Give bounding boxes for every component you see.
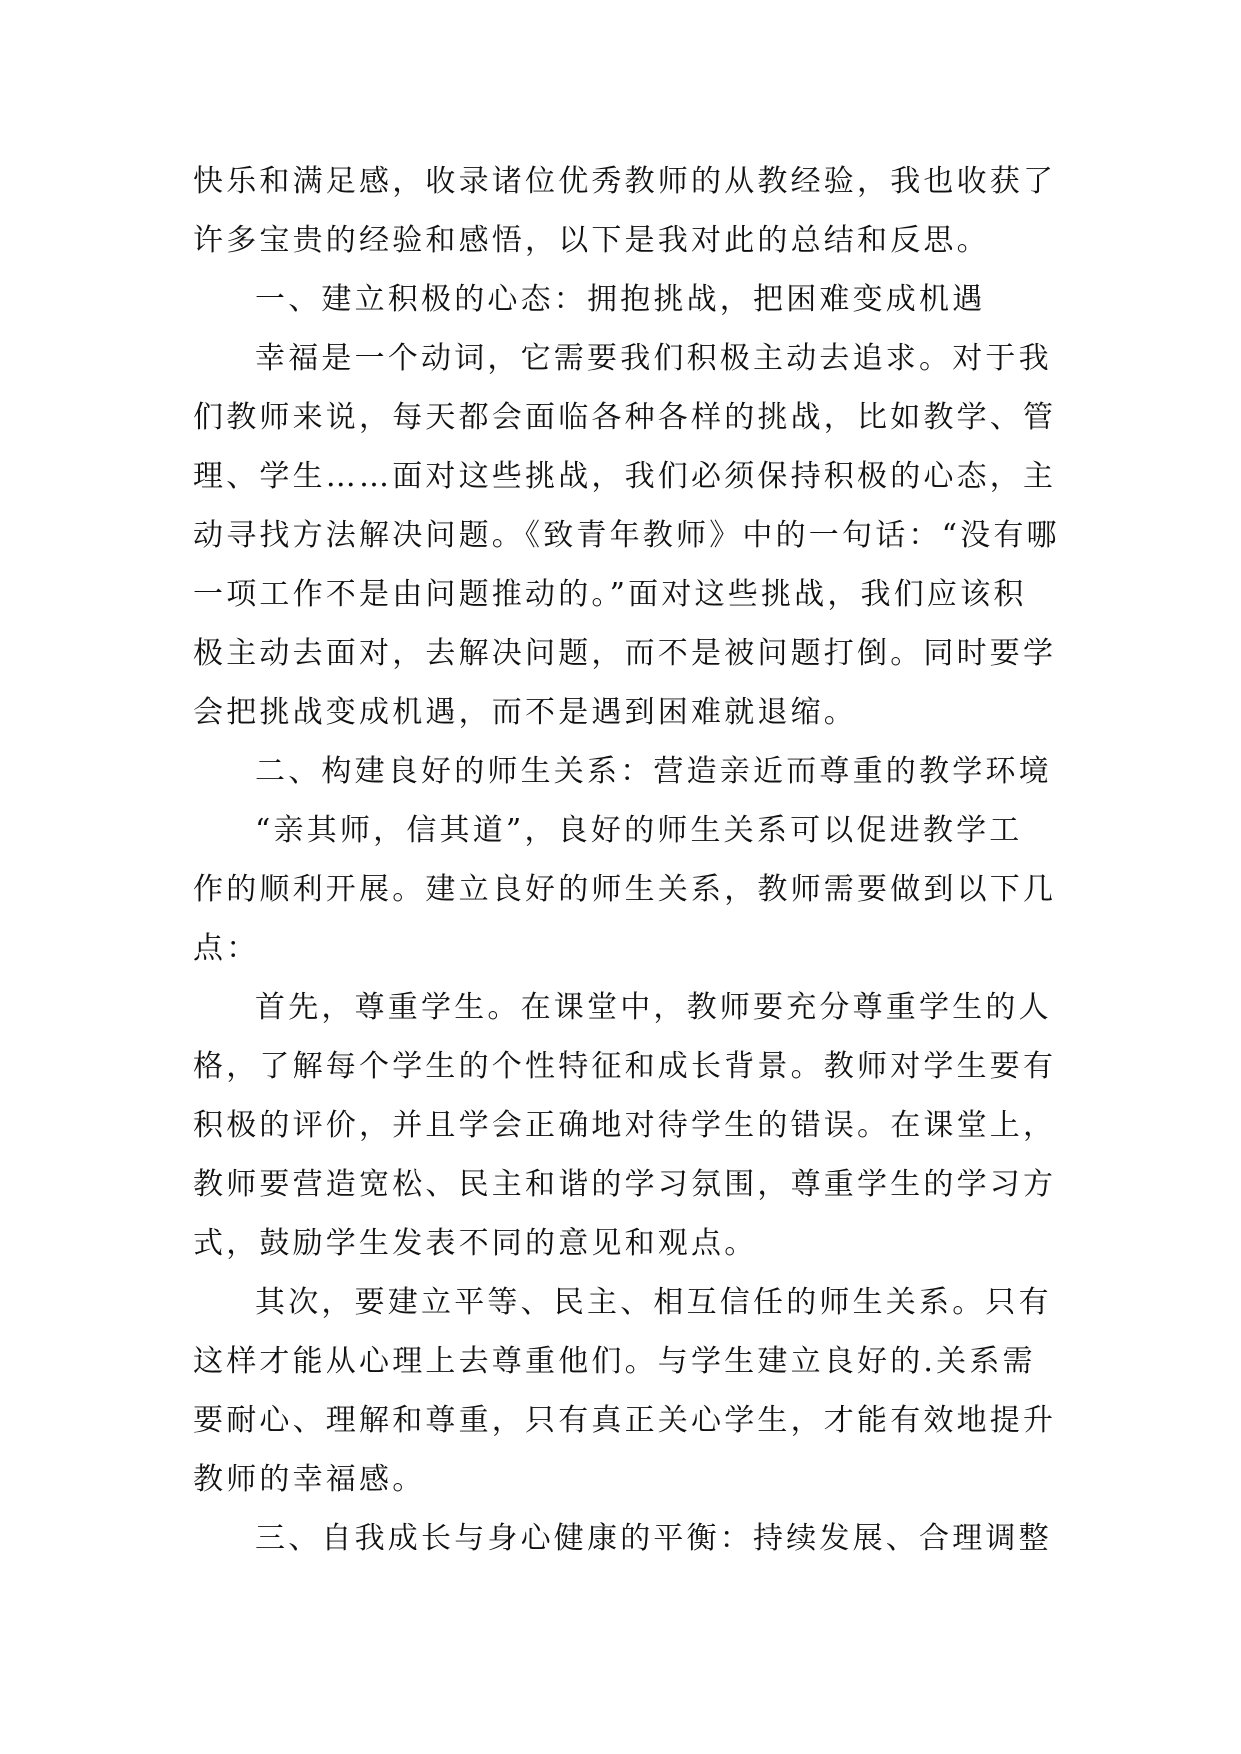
- paragraph-line: 动寻找方法解决问题。《致青年教师》中的一句话：“没有哪: [193, 518, 1060, 553]
- paragraph-line: 式，鼓励学生发表不同的意见和观点。: [193, 1226, 758, 1261]
- paragraph-line: 点：: [193, 931, 260, 966]
- paragraph-line: 作的顺利开展。建立良好的师生关系，教师需要做到以下几: [193, 872, 1057, 907]
- paragraph-line: 要耐心、理解和尊重，只有真正关心学生，才能有效地提升: [193, 1403, 1057, 1438]
- section-heading: 一、建立积极的心态：拥抱挑战，把困难变成机遇: [255, 282, 986, 317]
- paragraph-line: 首先，尊重学生。在课堂中，教师要充分尊重学生的人: [255, 990, 1052, 1025]
- paragraph-line: 格，了解每个学生的个性特征和成长背景。教师对学生要有: [193, 1049, 1057, 1084]
- paragraph-line: 许多宝贵的经验和感悟，以下是我对此的总结和反思。: [193, 223, 990, 258]
- paragraph-line: 极主动去面对，去解决问题，而不是被问题打倒。同时要学: [193, 636, 1057, 671]
- paragraph-line: 积极的评价，并且学会正确地对待学生的错误。在课堂上，: [193, 1108, 1057, 1143]
- paragraph-line: “亲其师，信其道”，良好的师生关系可以促进教学工: [255, 813, 1023, 848]
- paragraph-line: 教师要营造宽松、民主和谐的学习氛围，尊重学生的学习方: [193, 1167, 1057, 1202]
- section-heading: 三、自我成长与身心健康的平衡：持续发展、合理调整: [255, 1521, 1052, 1556]
- body-text: [193, 152, 1060, 1568]
- paragraph-line: 幸福是一个动词，它需要我们积极主动去追求。对于我: [255, 341, 1052, 376]
- paragraph-line: 一项工作不是由问题推动的。”面对这些挑战，我们应该积: [193, 577, 1027, 612]
- paragraph-line: 其次，要建立平等、民主、相互信任的师生关系。只有: [255, 1285, 1052, 1320]
- paragraph-line: 们教师来说，每天都会面临各种各样的挑战，比如教学、管: [193, 400, 1057, 435]
- paragraph-line: 快乐和满足感，收录诸位优秀教师的从教经验，我也收获了: [193, 164, 1057, 199]
- paragraph-line: 理、学生……面对这些挑战，我们必须保持积极的心态，主: [193, 459, 1057, 494]
- paragraph-line: 教师的幸福感。: [193, 1462, 426, 1497]
- paragraph-line: 会把挑战变成机遇，而不是遇到困难就退缩。: [193, 695, 857, 730]
- paragraph-line: 这样才能从心理上去尊重他们。与学生建立良好的.关系需: [193, 1344, 1036, 1379]
- section-heading: 二、构建良好的师生关系：营造亲近而尊重的教学环境: [255, 754, 1052, 789]
